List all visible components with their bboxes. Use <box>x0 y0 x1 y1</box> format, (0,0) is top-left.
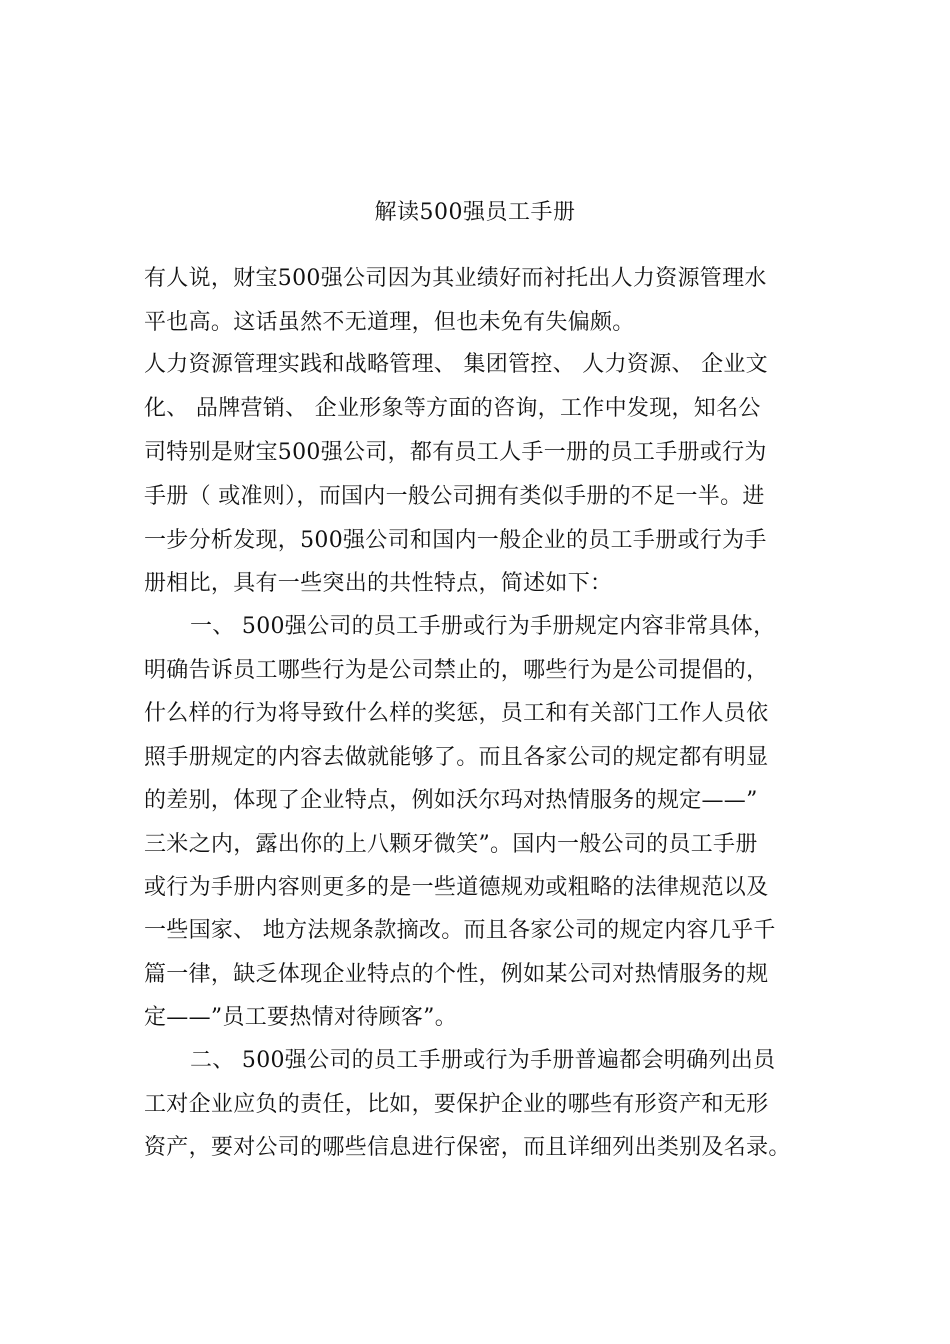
body-line: 或行为手册内容则更多的是一些道德规劝或粗略的法律规范以及 <box>144 875 769 900</box>
body-line: 定——”员工要热情对待顾客”。 <box>144 1005 457 1030</box>
body-line: 什么样的行为将导致什么样的奖惩，员工和有关部门工作人员依 <box>144 701 769 726</box>
body-line: 一步分析发现，500强公司和国内一般企业的员工手册或行为手 <box>144 528 767 553</box>
document-title: 解读500强员工手册 <box>374 200 576 225</box>
body-line: 篇一律，缺乏体现企业特点的个性，例如某公司对热情服务的规 <box>144 962 769 987</box>
body-line: 照手册规定的内容去做就能够了。而且各家公司的规定都有明显 <box>144 745 769 770</box>
body-line: 一、 500强公司的员工手册或行为手册规定内容非常具体， <box>190 614 776 639</box>
body-line: 三米之内，露出你的上八颗牙微笑”。国内一般公司的员工手册 <box>144 832 758 857</box>
body-line: 册相比，具有一些突出的共性特点，简述如下： <box>144 571 613 596</box>
body-line: 有人说，财宝500强公司因为其业绩好而衬托出人力资源管理水 <box>144 266 767 291</box>
body-line: 司特别是财宝500强公司，都有员工人手一册的员工手册或行为 <box>144 440 767 465</box>
body-line: 资产，要对公司的哪些信息进行保密，而且详细列出类别及名录。 <box>144 1135 791 1160</box>
body-line: 化、 品牌营销、 企业形象等方面的咨询，工作中发现，知名公 <box>144 396 761 421</box>
body-line: 明确告诉员工哪些行为是公司禁止的，哪些行为是公司提倡的， <box>144 658 769 683</box>
body-line: 二、 500强公司的员工手册或行为手册普遍都会明确列出员 <box>190 1048 776 1073</box>
body-line: 工对企业应负的责任，比如，要保护企业的哪些有形资产和无形 <box>144 1092 769 1117</box>
body-line: 一些国家、 地方法规条款摘改。而且各家公司的规定内容几乎千 <box>144 918 776 943</box>
body-line: 手册（ 或准则），而国内一般公司拥有类似手册的不足一半。进 <box>144 484 765 509</box>
body-line: 平也高。这话虽然不无道理，但也未免有失偏颇。 <box>144 310 635 335</box>
body-line: 的差别，体现了企业特点，例如沃尔玛对热情服务的规定——” <box>144 788 758 813</box>
body-line: 人力资源管理实践和战略管理、 集团管控、 人力资源、 企业文 <box>144 352 768 377</box>
